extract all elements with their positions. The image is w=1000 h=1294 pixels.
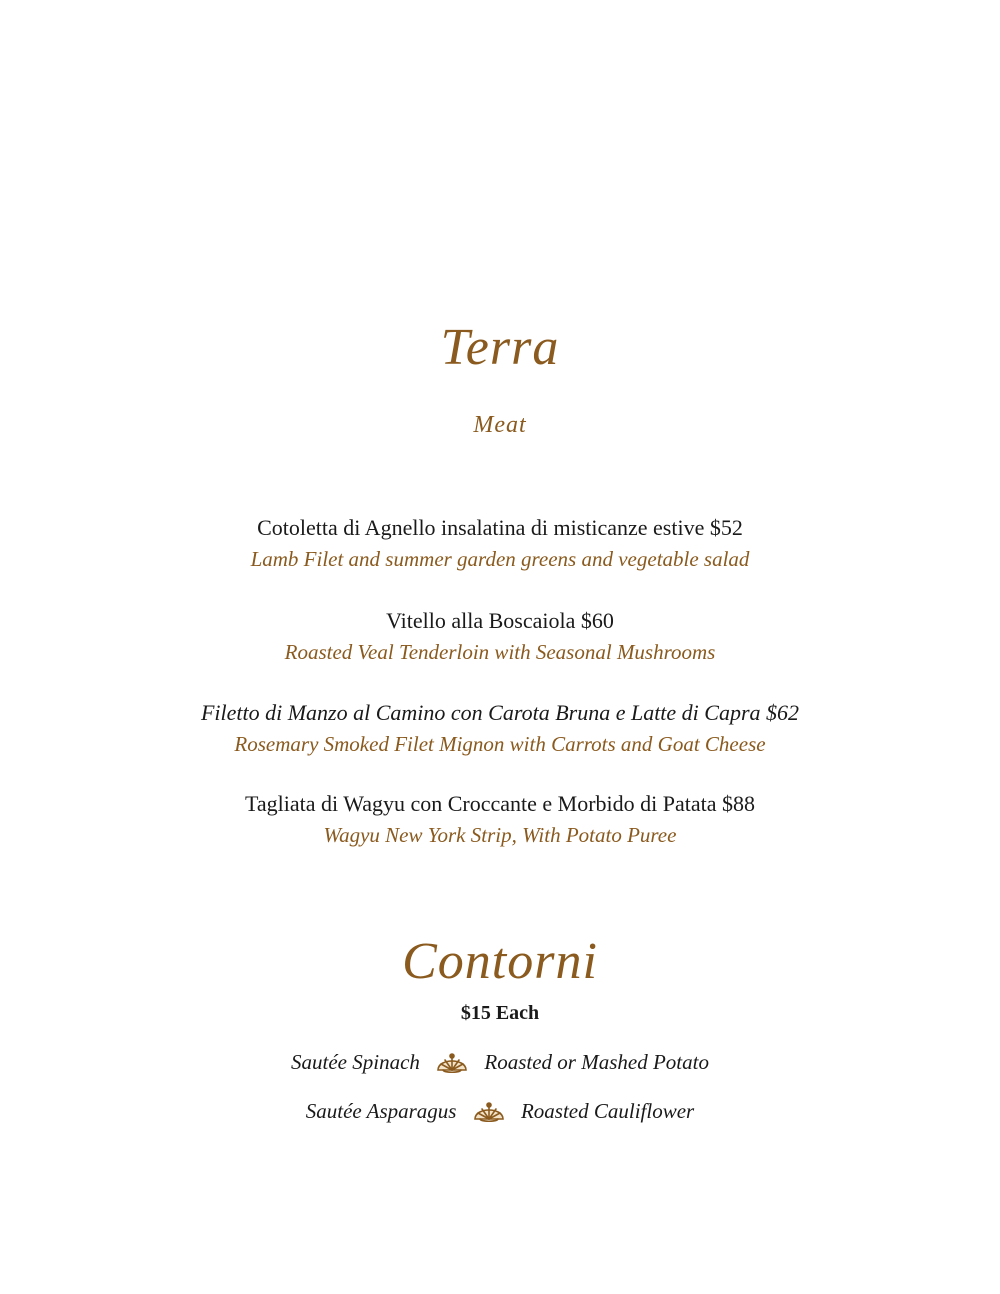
menu-item-name: Filetto di Manzo al Camino con Carota Bruna e Latte di Capra $62 [200,700,800,725]
side-dish-right: Roasted or Mashed Potato [484,1050,709,1075]
side-dish-row [0,1045,1000,1077]
side-dish-right: Roasted Cauliflower [520,1099,695,1124]
section-title-contorni: Contorni [402,933,598,990]
section-title-terra: Terra [440,319,560,376]
side-dish-left: Sautée Spinach [291,1050,420,1075]
side-dish-left: Sautée Asparagus [305,1099,457,1124]
shell-icon [472,1099,506,1123]
menu-item-name: Vitello alla Boscaiola $60 [386,608,614,633]
menu-item-description: Wagyu New York Strip, With Potato Puree [323,823,677,847]
section-subtitle-meat: Meat [473,412,527,438]
side-dish-row [0,1094,1000,1126]
menu-item-name: Tagliata di Wagyu con Croccante e Morbido di Patata $88 [244,791,756,816]
menu-item-description: Roasted Veal Tenderloin with Seasonal Mushrooms [284,640,716,664]
menu-item-name: Cotoletta di Agnello insalatina di misticanze estive $52 [257,515,743,540]
price-note: $15 Each [460,1002,540,1024]
menu-item-description: Rosemary Smoked Filet Mignon with Carrots and Goat Cheese [234,732,766,756]
shell-icon [435,1050,469,1074]
menu-item-description: Lamb Filet and summer garden greens and vegetable salad [250,547,750,571]
